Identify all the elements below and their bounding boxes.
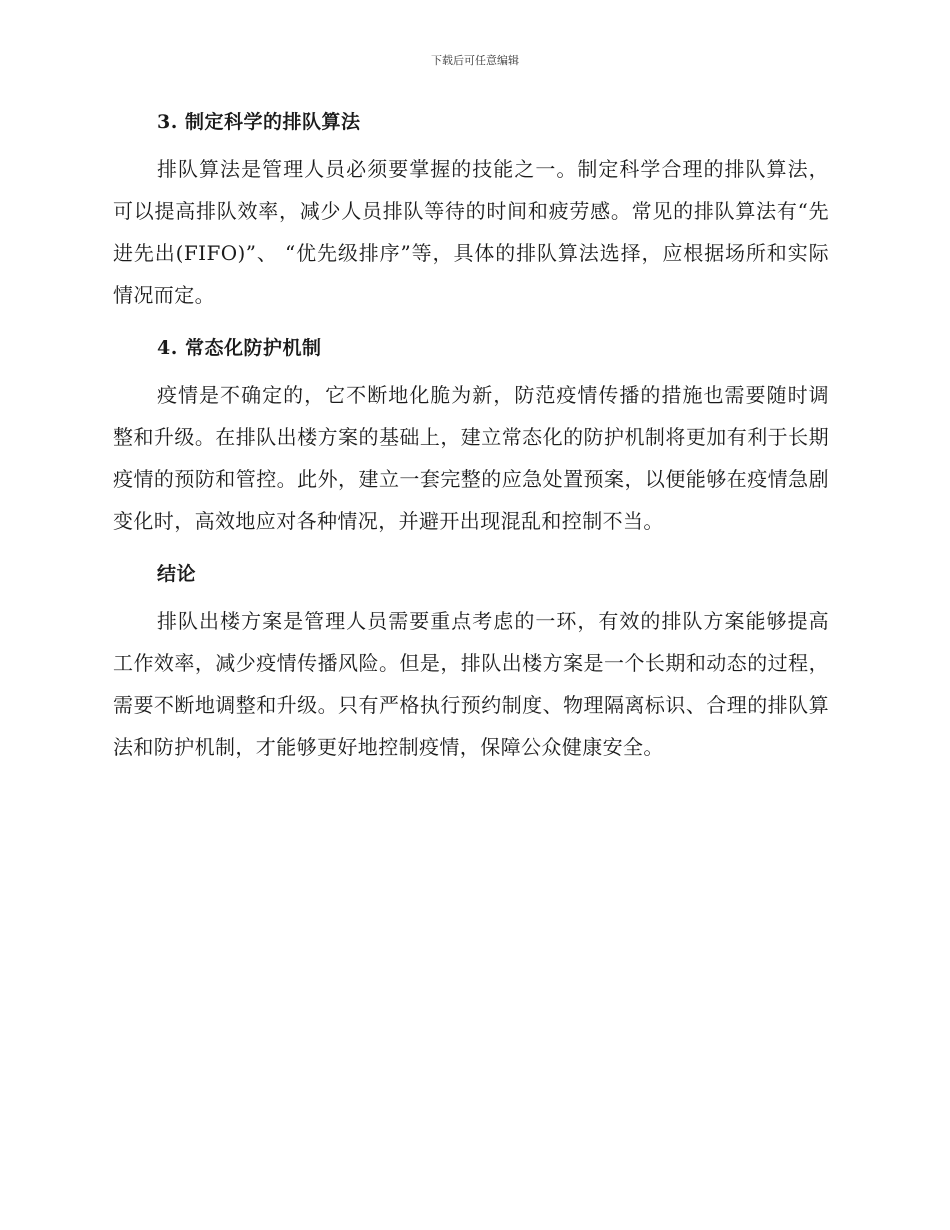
header-note: 下载后可任意编辑 [431,54,519,67]
section-heading-protection-mechanism: 4. 常态化防护机制 [157,337,322,359]
document-body [113,108,829,786]
section-heading-queue-algorithm: 3. 制定科学的排队算法 [157,111,361,133]
section-heading-conclusion: 结论 [157,563,197,585]
paragraph-conclusion: 排队出楼方案是管理人员需要重点考虑的一环，有效的排队方案能够提高工作效率，减少疫情传播风险。但是，排队出楼方案是一个长期和动态的过程，需要不断地调整和升级。只有严格执行预约制度、物理隔离标识、合理的排队算法和防护机制，才能够更好地控制疫情，保障公众健康安全。 [113,609,829,759]
paragraph-queue-algorithm: 排队算法是管理人员必须要掌握的技能之一。制定科学合理的排队算法，可以提高排队效率，减少人员排队等待的时间和疲劳感。常见的排队算法有“先进先出(FIFO)”、 “优先级排序”等，具体的排队算法选择，应根据场所和实际情况而定。 [113,157,829,307]
paragraph-protection-mechanism: 疫情是不确定的，它不断地化脆为新，防范疫情传播的措施也需要随时调整和升级。在排队出楼方案的基础上，建立常态化的防护机制将更加有利于长期疫情的预防和管控。此外，建立一套完整的应急处置预案，以便能够在疫情急剧变化时，高效地应对各种情况，并避开出现混乱和控制不当。 [113,383,829,533]
